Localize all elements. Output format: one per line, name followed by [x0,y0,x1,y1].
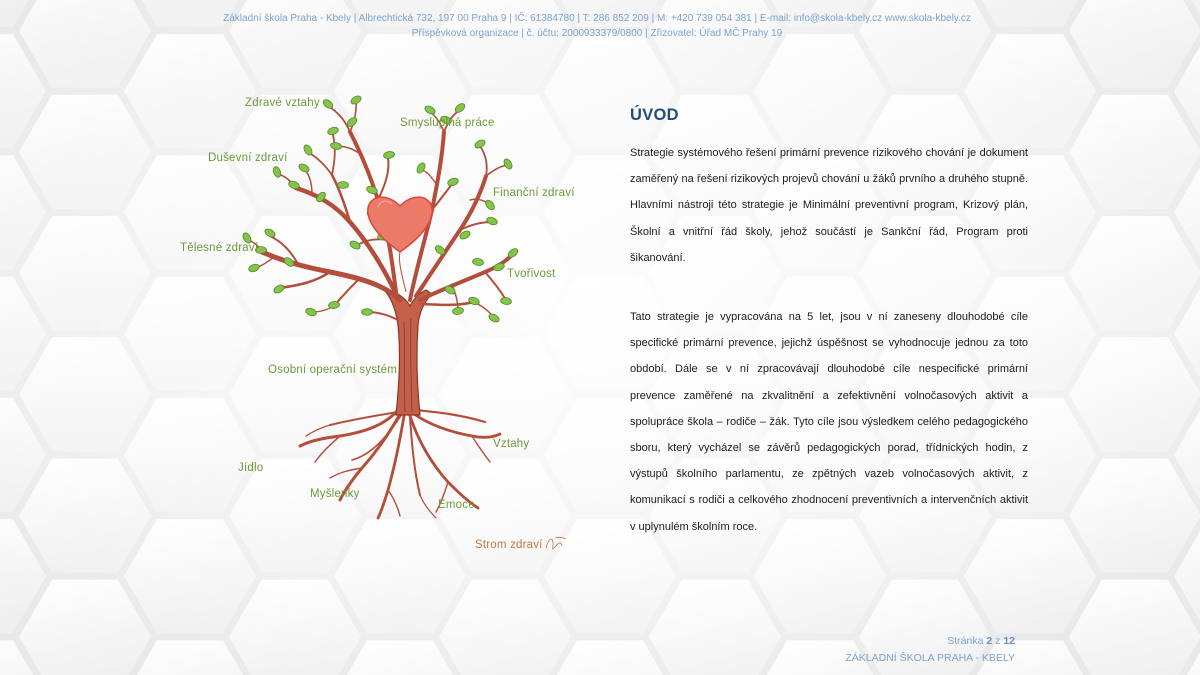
leaf [488,312,501,323]
tree-branch [356,239,388,246]
tree-root [472,436,490,462]
tree-branch [308,152,332,175]
tree-branch [422,170,437,185]
leaf [502,158,513,171]
leaf [328,301,340,310]
label-emoce: Emoce [438,499,475,511]
leaf [264,227,277,238]
tree-branch [280,272,330,288]
leaf [272,166,282,179]
leaf [484,199,496,212]
tree-trunk [386,290,432,415]
label-vztahy: Vztahy [493,438,530,450]
leaf [338,182,349,189]
section-body [630,140,1028,573]
intro-paragraph-2: Tato strategie je vypracována na 5 let, jsou v ní zaneseny dlouhodobé cíle specifické primární prevence, jejichž úspěšnost se vyhodnocuje jednou za toto období. Dále se v ní zpracovávají dlouhodobé cíle nespecifické primární prevence zaměřené na zkvalitnění a zefektivnění volnočasových aktivit a spolupráce škola – rodiče – žák. Tyto cíle jsou výsledkem celého pedagogického sboru, který vycházel se závěrů pedagogických porad, třídnických hodin, z výstupů školního parlamentu, ze zpětných vazeb volnočasových aktivit, z komunikací s rodiči a celkového zhodnocení preventivních a intervenčních aktivit v uplynulém školním roce. [630,311,1028,533]
leaf [415,162,426,175]
label-jidlo: Jídlo [238,462,264,474]
label-myslenky: Myšlenky [310,488,360,500]
header-organization-line: Příspěvková organizace | č. účtu: 2000933379/0800 | Zřizovatel: Úřad MČ Prahy 19 [411,28,783,39]
heart-string [399,252,406,292]
label-tvorivost: Tvořivost [507,268,556,280]
leaf [330,142,342,151]
leaf [383,151,395,160]
label-smysluplna-prace: Smysluplná práce [400,117,495,129]
leaf [500,297,512,306]
page-separator: z [995,635,1001,647]
leaf [350,94,363,105]
leaf [248,263,261,273]
tree-branch [350,100,356,132]
tree-root [420,495,436,518]
leaf [452,307,464,316]
footer-school-name: ZÁKLADNÍ ŠKOLA PRAHA - KBELY [845,652,1015,664]
tree-root [388,490,400,516]
label-financni-zdravi: Finanční zdraví [493,187,575,199]
tree-of-health-illustration [0,0,600,600]
page-number [845,633,1015,650]
tree-branch [422,302,474,305]
leaf [447,177,460,187]
page-label: Stránka [947,635,984,647]
label-telesne-zdravi: Tělesné zdraví [180,242,259,254]
leaf [298,162,311,173]
leaf [472,258,484,267]
section-heading: ÚVOD [630,106,679,124]
header-contact-line: Základní škola Praha - Kbely | Albrechtická 732, 197 00 Praha 9 | IČ: 61384780 | T: 286 852 209 | M: +420 739 054 381 | E-mail: info@skola-kbely.cz www.skola-kbely.cz [223,13,971,24]
page-current: 2 [986,635,993,647]
leaf [424,104,437,115]
intro-paragraph-1: Strategie systémového řešení primární prevence rizikového chování je dokument zaměřený na řešení rizikových projevů chování u žáků prvního a druhého stupně. Hlavními nástroji této strategie je Minimální preventivní program, Krizový plán, Školní a vnitřní řád školy, jehož součástí je Sankční řád, Program proti šikanování. [630,147,1028,264]
leaf [305,307,318,317]
leaf [273,283,286,294]
label-dusevni-zdravi: Duševní zdraví [208,152,288,164]
tree-root [414,414,500,437]
artist-signature [546,537,566,549]
leaf [327,126,340,136]
tree-branch [486,165,508,176]
leaf [474,138,487,149]
page-footer [845,633,1015,667]
leaf [486,216,499,226]
tree-branch [480,146,487,176]
label-zdrave-vztahy: Zdravé vztahy [245,97,320,109]
tree-branch [378,158,388,200]
leaf [362,309,373,316]
tree-branch [420,255,512,300]
leaf [349,239,362,250]
tree-branch [335,278,360,305]
tree-root [306,425,330,436]
tree-branch [485,272,506,300]
page-total: 12 [1003,635,1015,647]
label-osobni-operacni-system: Osobní operační systém [268,364,398,376]
tree-branch [332,135,335,175]
tree-caption: Strom zdraví [475,539,543,551]
